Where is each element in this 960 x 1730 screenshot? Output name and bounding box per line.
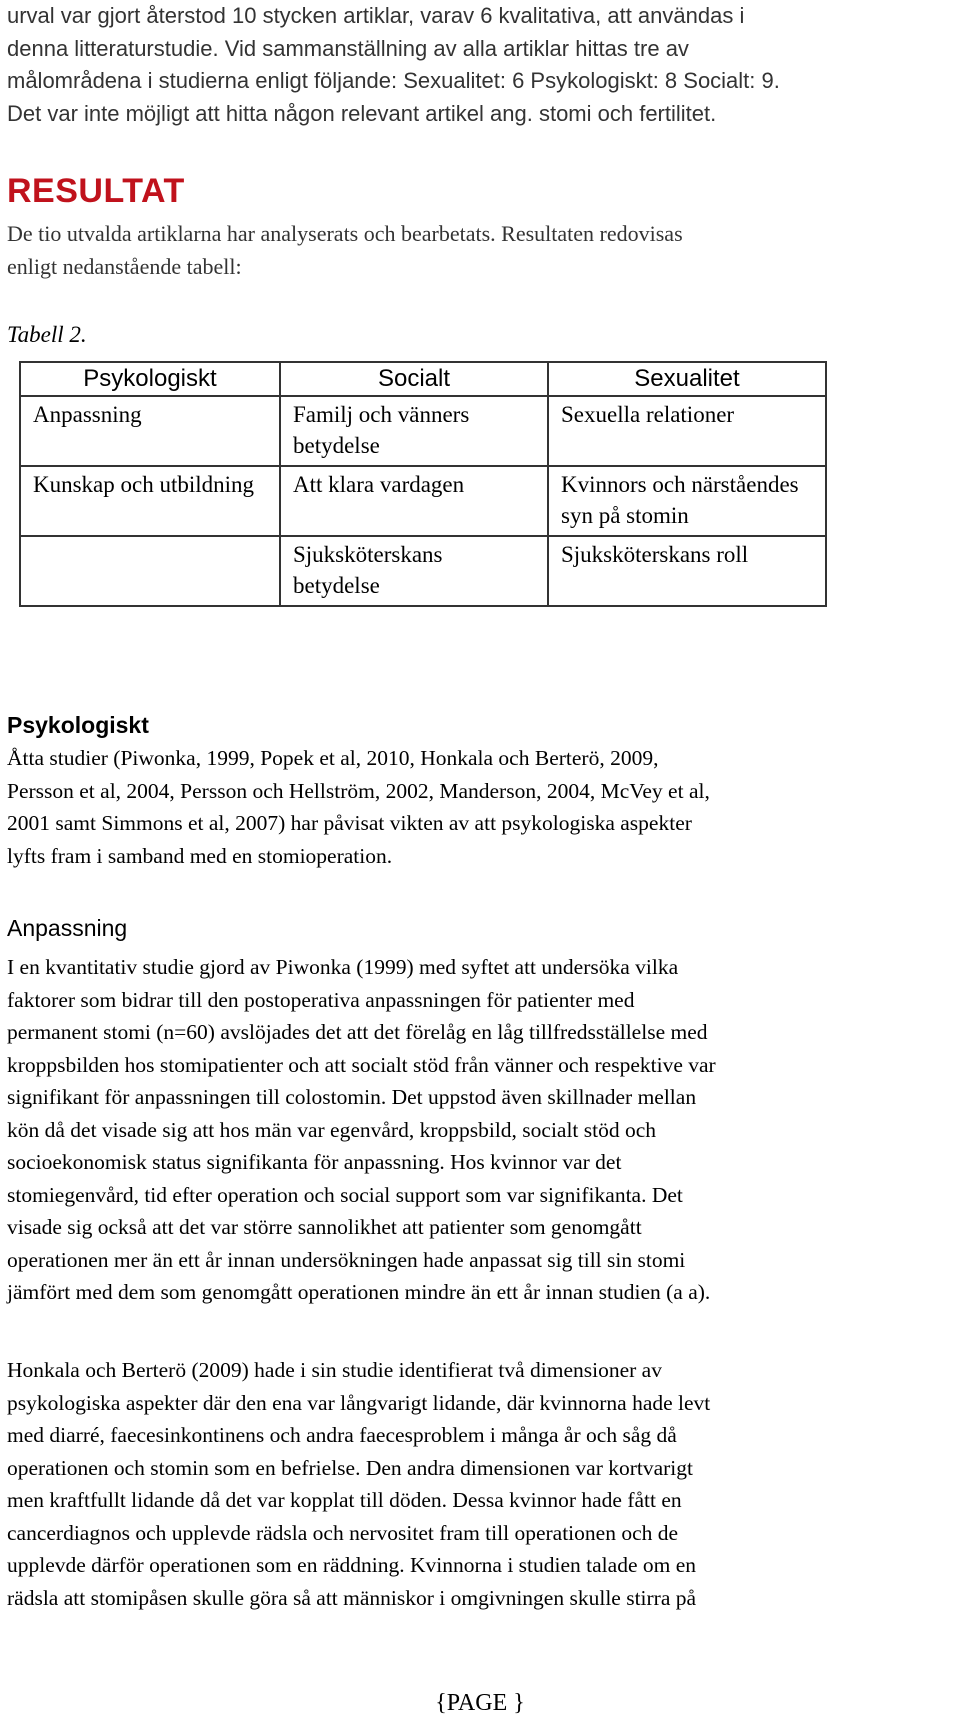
intro-paragraph — [7, 0, 957, 130]
section-title-psykologiskt: Psykologiskt — [7, 712, 149, 738]
text-line: stomiegenvård, tid efter operation och social support som var signifikanta. Det — [7, 1182, 683, 1207]
table-header-row — [20, 362, 826, 396]
text-line: Det var inte möjligt att hitta någon relevant artikel ang. stomi och fertilitet. — [7, 100, 717, 126]
text-line: De tio utvalda artiklarna har analyserats och bearbetats. Resultaten redovisas — [7, 221, 683, 246]
text-line: socioekonomisk status signifikanta för anpassning. Hos kvinnor var det — [7, 1150, 622, 1174]
text-line: jämfört med dem som genomgått operationen mindre än ett år innan studien (a a). — [7, 1280, 711, 1304]
table-cell: Sexuella relationer — [548, 396, 826, 466]
table-cell: Familj och vänners betydelse — [280, 396, 548, 466]
table-row — [20, 466, 826, 536]
results-table — [19, 361, 827, 607]
text-line: rädsla att stomipåsen skulle göra så att människor i omgivningen skulle stirra på — [7, 1585, 697, 1610]
table-cell: Anpassning — [20, 396, 280, 466]
table-cell — [20, 536, 280, 606]
column-header-sexualitet: Sexualitet — [548, 362, 826, 396]
text-line: psykologiska aspekter där den ena var långvarigt lidande, där kvinnorna hade levt — [7, 1390, 711, 1415]
adapt-paragraph — [7, 951, 957, 1309]
text-line: Åtta studier (Piwonka, 1999, Popek et al, 2010, Honkala och Berterö, 2009, — [7, 746, 659, 770]
text-line: cancerdiagnos och upplevde rädsla och nervositet fram till operationen och de — [7, 1520, 679, 1545]
table-cell: Sjuksköterskans roll — [548, 536, 826, 606]
text-line: permanent stomi (n=60) avslöjades det att det förelåg en låg tillfredsställelse med — [7, 1020, 708, 1044]
table-cell: Kvinnors och närståendes syn på stomin — [548, 466, 826, 536]
text-line: operationen och stomin som en befrielse. Den andra dimensionen var kortvarigt — [7, 1455, 694, 1480]
text-line: operationen mer än ett år innan undersökningen hade anpassat sig till sin stomi — [7, 1247, 686, 1272]
table-cell: Sjuksköterskans betydelse — [280, 536, 548, 606]
text-line: målområdena i studierna enligt följande: Sexualitet: 6 Psykologiskt: 8 Socialt: 9. — [7, 68, 780, 93]
column-header-socialt: Socialt — [280, 362, 548, 396]
text-line: men kraftfullt lidande då det var kopplat till döden. Dessa kvinnor hade fått en — [7, 1488, 682, 1512]
result-heading: RESULTAT — [7, 172, 185, 210]
text-line: upplevde därför operationen som en räddning. Kvinnorna i studien talade om en — [7, 1553, 696, 1577]
text-line: denna litteraturstudie. Vid sammanställning av alla artiklar hittas tre av — [7, 35, 689, 61]
honkala-paragraph — [7, 1354, 957, 1614]
text-line: med diarré, faecesinkontinens och andra faecesproblem i många år och såg då — [7, 1423, 677, 1447]
text-line: Persson et al, 2004, Persson och Hellström, 2002, Manderson, 2004, McVey et al, — [7, 778, 710, 803]
table-row — [20, 396, 826, 466]
text-line: enligt nedanstående tabell: — [7, 253, 242, 279]
column-header-psykologiskt: Psykologiskt — [20, 362, 280, 396]
text-line: signifikant för anpassningen till colostomin. Det uppstod även skillnader mellan — [7, 1085, 697, 1109]
text-line: kön då det visade sig att hos män var egenvård, kroppsbild, socialt stöd och — [7, 1117, 657, 1142]
text-line: kroppsbilden hos stomipatienter och att socialt stöd från vänner och respektive var — [7, 1052, 716, 1077]
text-line: 2001 samt Simmons et al, 2007) har påvisat vikten av att psykologiska aspekter — [7, 811, 692, 835]
text-line: urval var gjort återstod 10 stycken artiklar, varav 6 kvalitativa, att användas i — [7, 3, 745, 28]
text-line: faktorer som bidrar till den postoperativa anpassningen för patienter med — [7, 987, 635, 1012]
table-cell: Kunskap och utbildning — [20, 466, 280, 536]
page-number-field: {PAGE } — [435, 1690, 525, 1716]
table-row — [20, 536, 826, 606]
table-cell: Att klara vardagen — [280, 466, 548, 536]
text-line: I en kvantitativ studie gjord av Piwonka (1999) med syftet att undersöka vilka — [7, 955, 679, 979]
text-line: visade sig också att det var större sannolikhet att patienter som genomgått — [7, 1215, 642, 1239]
section-title-anpassning: Anpassning — [7, 915, 128, 941]
text-line: lyfts fram i samband med en stomioperation. — [7, 843, 393, 868]
text-line: Honkala och Berterö (2009) hade i sin studie identifierat två dimensioner av — [7, 1358, 662, 1382]
table-caption: Tabell 2. — [7, 322, 87, 347]
psych-paragraph — [7, 742, 957, 872]
result-intro — [7, 218, 957, 283]
